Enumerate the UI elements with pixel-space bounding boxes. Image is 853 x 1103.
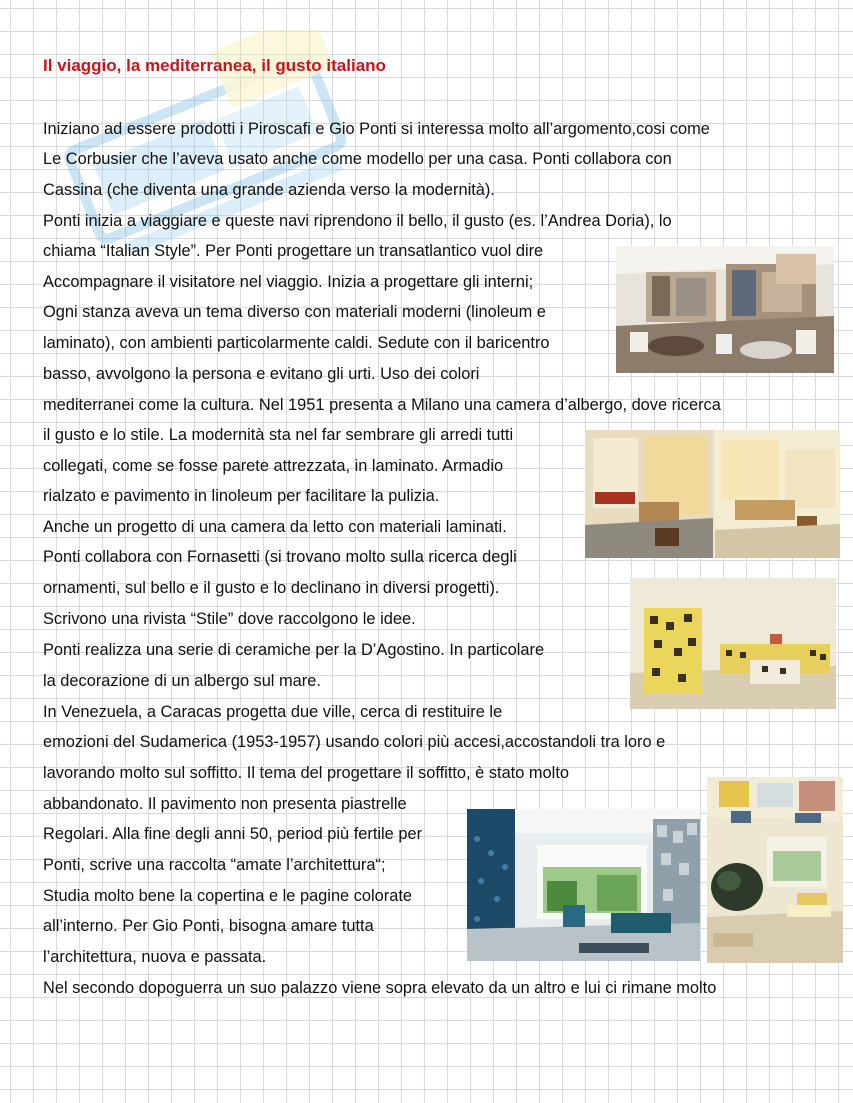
body-line: abbandonato. Il pavimento non presenta piastrelle — [43, 795, 407, 813]
body-line: Ogni stanza aveva un tema diverso con materiali moderni (linoleum e — [43, 303, 546, 321]
body-line: collegati, come se fosse parete attrezzata, in laminato. Armadio — [43, 457, 504, 475]
page-title: Il viaggio, la mediterranea, il gusto italiano — [43, 56, 386, 75]
body-line: Ponti inizia a viaggiare e queste navi riprendono il bello, il gusto (es. l’Andrea Doria), lo — [43, 212, 672, 230]
body-line: lavorando molto sul soffitto. Il tema del progettare il soffitto, è stato molto — [43, 764, 569, 782]
body-line: l’architettura, nuova e passata. — [43, 948, 267, 966]
body-line: Studia molto bene la copertina e le pagine colorate — [43, 887, 413, 905]
body-line: Anche un progetto di una camera da letto con materiali laminati. — [43, 518, 507, 536]
ship-interior-photo — [616, 246, 834, 373]
body-line: Regolari. Alla fine degli anni 50, period più fertile per — [43, 825, 423, 843]
body-line: laminato), con ambienti particolarmente caldi. Sedute con il baricentro — [43, 334, 550, 352]
body-line: Scrivono una rivista “Stile” dove raccolgono le idee. — [43, 610, 416, 628]
body-line: Iniziano ad essere prodotti i Piroscafi e Gio Ponti si interessa molto all’argomento,cosi come — [43, 120, 710, 138]
body-line: In Venezuela, a Caracas progetta due ville, cerca di restituire le — [43, 703, 503, 721]
body-line: Ponti, scrive una raccolta “amate l’architettura“; — [43, 856, 386, 874]
hotel-room-photo — [585, 430, 840, 558]
fornasetti-furniture-photo — [630, 578, 836, 709]
body-line: Cassina (che diventa una grande azienda verso la modernità). — [43, 181, 495, 199]
body-line: Le Corbusier che l’aveva usato anche come modello per una casa. Ponti collabora con — [43, 150, 672, 168]
caracas-ceiling-photo — [707, 777, 843, 963]
caracas-villa-interior-photo — [467, 809, 700, 961]
body-line: all’interno. Per Gio Ponti, bisogna amare tutta — [43, 917, 374, 935]
body-line: il gusto e lo stile. La modernità sta nel far sembrare gli arredi tutti — [43, 426, 514, 444]
body-line: Nel secondo dopoguerra un suo palazzo viene sopra elevato da un altro e lui ci rimane molto — [43, 979, 717, 997]
body-line: Ponti realizza una serie di ceramiche per la D’Agostino. In particolare — [43, 641, 545, 659]
body-line: chiama “Italian Style”. Per Ponti progettare un transatlantico vuol dire — [43, 242, 544, 260]
body-line: la decorazione di un albergo sul mare. — [43, 672, 321, 690]
body-line: basso, avvolgono la persona e evitano gli urti. Uso dei colori — [43, 365, 480, 383]
body-line: mediterranei come la cultura. Nel 1951 presenta a Milano una camera d’albergo, dove ricerca — [43, 396, 721, 414]
body-line: emozioni del Sudamerica (1953-1957) usando colori più accesi,accostandoli tra loro e — [43, 733, 666, 751]
body-line: ornamenti, sul bello e il gusto e lo declinano in diversi progetti). — [43, 579, 500, 597]
body-line: Ponti collabora con Fornasetti (si trovano molto sulla ricerca degli — [43, 548, 517, 566]
body-line: rialzato e pavimento in linoleum per facilitare la pulizia. — [43, 487, 440, 505]
body-line: Accompagnare il visitatore nel viaggio. Inizia a progettare gli interni; — [43, 273, 534, 291]
